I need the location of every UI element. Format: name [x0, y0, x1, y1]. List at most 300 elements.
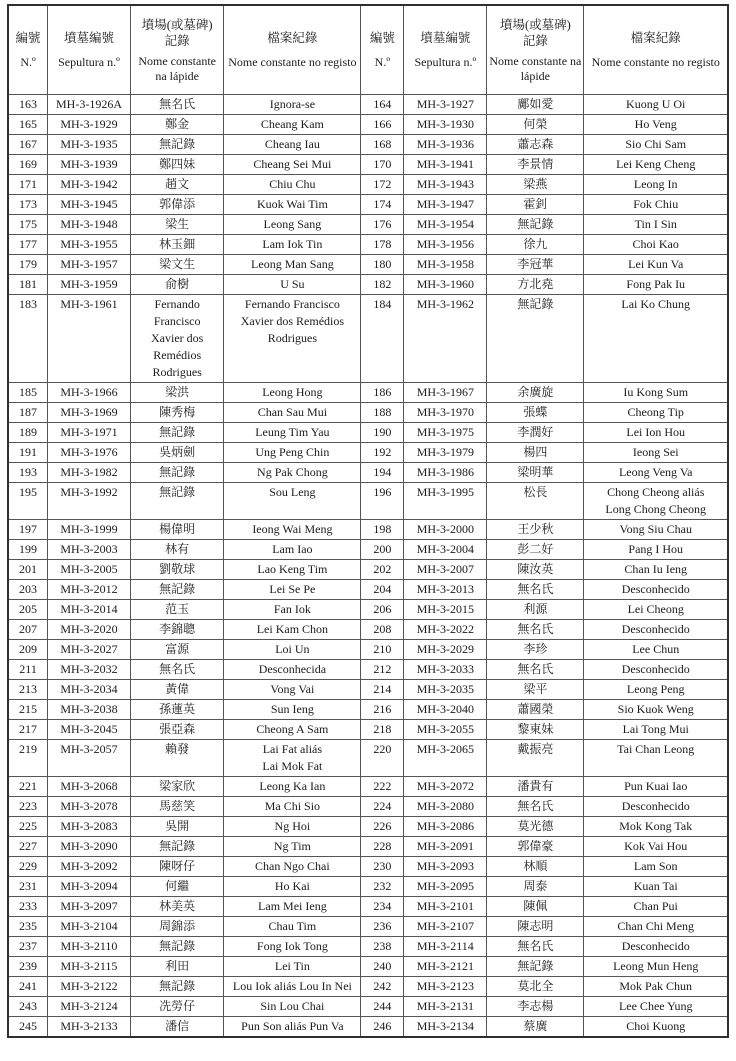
cell-name-on-lapide: 余廣旋 — [487, 383, 584, 403]
cell-name-on-lapide: 王少秋 — [487, 520, 584, 540]
cell-name-in-registo: Leong Sang — [224, 215, 361, 235]
cell-grave-number: MH-3-1948 — [48, 215, 131, 235]
table-row — [8, 977, 728, 997]
cell-name-on-lapide: 利田 — [130, 957, 224, 977]
cell-grave-number: MH-3-2013 — [404, 580, 487, 600]
cell-grave-number: MH-3-1929 — [48, 115, 131, 135]
table-row — [8, 235, 728, 255]
cell-number: 187 — [8, 403, 48, 423]
cell-name-in-registo: Sin Lou Chai — [224, 997, 361, 1017]
cell-name-in-registo: Lam Iok Tin — [224, 235, 361, 255]
cell-grave-number: MH-3-2083 — [48, 817, 131, 837]
cell-grave-number: MH-3-1961 — [48, 295, 131, 383]
cell-name-on-lapide: 張亞森 — [130, 720, 224, 740]
table-row — [8, 560, 728, 580]
cell-number: 213 — [8, 680, 48, 700]
cell-grave-number: MH-3-2091 — [404, 837, 487, 857]
cell-grave-number: MH-3-2078 — [48, 797, 131, 817]
cell-name-in-registo: Desconhecida — [224, 660, 361, 680]
cell-grave-number: MH-3-2072 — [404, 777, 487, 797]
cell-grave-number: MH-3-2104 — [48, 917, 131, 937]
cell-name-in-registo: Fan Iok — [224, 600, 361, 620]
cell-name-on-lapide: 周泰 — [487, 877, 584, 897]
cell-name-in-registo: Cheong Tip — [584, 403, 728, 423]
table-row — [8, 600, 728, 620]
cell-name-on-lapide: 無記錄 — [130, 580, 224, 600]
table-row — [8, 620, 728, 640]
cell-grave-number: MH-3-1992 — [48, 483, 131, 520]
cell-name-on-lapide: 利源 — [487, 600, 584, 620]
cell-number: 229 — [8, 857, 48, 877]
cell-number: 206 — [361, 600, 404, 620]
table-row — [8, 115, 728, 135]
cell-number: 240 — [361, 957, 404, 977]
cell-name-in-registo: Lee Chee Yung — [584, 997, 728, 1017]
table-row — [8, 937, 728, 957]
cell-number: 189 — [8, 423, 48, 443]
cell-grave-number: MH-3-1947 — [404, 195, 487, 215]
cell-name-on-lapide: Fernando Francisco Xavier dos Remédios Rodrigues — [130, 295, 224, 383]
cell-grave-number: MH-3-1927 — [404, 95, 487, 115]
cell-grave-number: MH-3-2122 — [48, 977, 131, 997]
cell-grave-number: MH-3-2004 — [404, 540, 487, 560]
cell-number: 226 — [361, 817, 404, 837]
cell-name-in-registo: Lai Ko Chung — [584, 295, 728, 383]
cell-name-on-lapide: 李景情 — [487, 155, 584, 175]
cell-name-on-lapide: 梁燕 — [487, 175, 584, 195]
cell-name-in-registo: Chan Iu Ieng — [584, 560, 728, 580]
cell-name-on-lapide: 劉敬球 — [130, 560, 224, 580]
cell-name-in-registo: Sou Leng — [224, 483, 361, 520]
cell-name-in-registo: Ng Pak Chong — [224, 463, 361, 483]
cell-name-in-registo: Lai Fat aliás Lai Mok Fat — [224, 740, 361, 777]
cell-grave-number: MH-3-2090 — [48, 837, 131, 857]
table-row — [8, 383, 728, 403]
cell-name-in-registo: Sio Chi Sam — [584, 135, 728, 155]
table-row — [8, 520, 728, 540]
cell-number: 167 — [8, 135, 48, 155]
cell-number: 210 — [361, 640, 404, 660]
cell-grave-number: MH-3-1957 — [48, 255, 131, 275]
table-row — [8, 195, 728, 215]
records-table-body — [8, 95, 728, 1038]
cell-grave-number: MH-3-1970 — [404, 403, 487, 423]
col-header-lapide-left — [130, 5, 224, 95]
cell-name-on-lapide: 李潤好 — [487, 423, 584, 443]
cell-grave-number: MH-3-2040 — [404, 700, 487, 720]
cell-name-in-registo: Ho Veng — [584, 115, 728, 135]
col-header-lapide-right — [487, 5, 584, 95]
header-lapide-pt: Nome constante na lápide — [489, 53, 582, 83]
table-row — [8, 423, 728, 443]
cell-grave-number: MH-3-1939 — [48, 155, 131, 175]
cell-name-in-registo: Chong Cheong aliás Long Chong Cheong — [584, 483, 728, 520]
table-row — [8, 443, 728, 463]
cell-name-on-lapide: 無名氏 — [487, 580, 584, 600]
cell-name-in-registo: Fong Iok Tong — [224, 937, 361, 957]
cell-number: 201 — [8, 560, 48, 580]
cell-number: 168 — [361, 135, 404, 155]
cell-grave-number: MH-3-2097 — [48, 897, 131, 917]
cell-name-on-lapide: 無名氏 — [487, 937, 584, 957]
cell-name-on-lapide: 張蝶 — [487, 403, 584, 423]
cell-name-on-lapide: 無名氏 — [487, 660, 584, 680]
cell-number: 235 — [8, 917, 48, 937]
cell-name-on-lapide: 無記錄 — [130, 423, 224, 443]
cell-number: 195 — [8, 483, 48, 520]
cell-name-on-lapide: 林玉鈿 — [130, 235, 224, 255]
cell-number: 171 — [8, 175, 48, 195]
cell-name-on-lapide: 何繼 — [130, 877, 224, 897]
cell-name-on-lapide: 郭偉添 — [130, 195, 224, 215]
cell-number: 220 — [361, 740, 404, 777]
cell-name-in-registo: Kok Vai Hou — [584, 837, 728, 857]
cell-name-on-lapide: 梁洪 — [130, 383, 224, 403]
table-row — [8, 700, 728, 720]
cell-grave-number: MH-3-2124 — [48, 997, 131, 1017]
grave-records-table — [7, 4, 729, 1038]
cell-name-in-registo: Pang I Hou — [584, 540, 728, 560]
cell-grave-number: MH-3-1976 — [48, 443, 131, 463]
cell-grave-number: MH-3-2015 — [404, 600, 487, 620]
cell-grave-number: MH-3-1942 — [48, 175, 131, 195]
cell-name-on-lapide: 楊四 — [487, 443, 584, 463]
cell-name-on-lapide: 潘信 — [130, 1017, 224, 1038]
table-row — [8, 483, 728, 520]
cell-number: 188 — [361, 403, 404, 423]
header-row — [8, 5, 728, 95]
cell-grave-number: MH-3-1967 — [404, 383, 487, 403]
header-number-zh: 編號 — [369, 31, 395, 45]
cell-name-in-registo: Pun Kuai Iao — [584, 777, 728, 797]
cell-number: 197 — [8, 520, 48, 540]
cell-name-in-registo: Lao Keng Tim — [224, 560, 361, 580]
cell-name-on-lapide: 梁生 — [130, 215, 224, 235]
cell-number: 202 — [361, 560, 404, 580]
col-header-number-left — [8, 5, 48, 95]
cell-number: 179 — [8, 255, 48, 275]
cell-name-on-lapide: 李珍 — [487, 640, 584, 660]
cell-name-in-registo: Ho Kai — [224, 877, 361, 897]
cell-number: 209 — [8, 640, 48, 660]
cell-name-on-lapide: 周錦添 — [130, 917, 224, 937]
cell-number: 216 — [361, 700, 404, 720]
cell-name-in-registo: Lei Kam Chon — [224, 620, 361, 640]
cell-name-on-lapide: 孫蓮英 — [130, 700, 224, 720]
cell-number: 177 — [8, 235, 48, 255]
cell-grave-number: MH-3-1955 — [48, 235, 131, 255]
table-row — [8, 997, 728, 1017]
cell-name-on-lapide: 梁文生 — [130, 255, 224, 275]
cell-name-on-lapide: 范玉 — [130, 600, 224, 620]
cell-grave-number: MH-3-2123 — [404, 977, 487, 997]
cell-name-in-registo: Desconhecido — [584, 580, 728, 600]
cell-name-on-lapide: 陳秀梅 — [130, 403, 224, 423]
cell-grave-number: MH-3-2086 — [404, 817, 487, 837]
cell-name-on-lapide: 蔡廣 — [487, 1017, 584, 1038]
cell-number: 215 — [8, 700, 48, 720]
table-row — [8, 957, 728, 977]
cell-name-in-registo: Leong Mun Heng — [584, 957, 728, 977]
cell-name-in-registo: Sio Kuok Weng — [584, 700, 728, 720]
cell-grave-number: MH-3-2107 — [404, 917, 487, 937]
cell-name-in-registo: Pun Son aliás Pun Va — [224, 1017, 361, 1038]
table-row — [8, 215, 728, 235]
cell-number: 175 — [8, 215, 48, 235]
cell-grave-number: MH-3-1962 — [404, 295, 487, 383]
table-row — [8, 720, 728, 740]
cell-grave-number: MH-3-1936 — [404, 135, 487, 155]
cell-grave-number: MH-3-2007 — [404, 560, 487, 580]
table-row — [8, 897, 728, 917]
cell-number: 185 — [8, 383, 48, 403]
cell-name-in-registo: Ieong Wai Meng — [224, 520, 361, 540]
cell-name-on-lapide: 冼勞仔 — [130, 997, 224, 1017]
cell-name-in-registo: Leong Ka Ian — [224, 777, 361, 797]
cell-number: 164 — [361, 95, 404, 115]
cell-grave-number: MH-3-1930 — [404, 115, 487, 135]
cell-number: 172 — [361, 175, 404, 195]
cell-name-in-registo: Lou Iok aliás Lou In Nei — [224, 977, 361, 997]
cell-name-on-lapide: 無記錄 — [487, 957, 584, 977]
cell-grave-number: MH-3-1999 — [48, 520, 131, 540]
cell-name-on-lapide: 莫北全 — [487, 977, 584, 997]
cell-number: 176 — [361, 215, 404, 235]
cell-number: 173 — [8, 195, 48, 215]
cell-name-on-lapide: 黎東妹 — [487, 720, 584, 740]
table-row — [8, 797, 728, 817]
cell-name-in-registo: Lai Tong Mui — [584, 720, 728, 740]
cell-number: 200 — [361, 540, 404, 560]
cell-number: 221 — [8, 777, 48, 797]
cell-grave-number: MH-3-2131 — [404, 997, 487, 1017]
cell-number: 194 — [361, 463, 404, 483]
cell-name-on-lapide: 俞樹 — [130, 275, 224, 295]
cell-grave-number: MH-3-1971 — [48, 423, 131, 443]
cell-name-in-registo: Kuan Tai — [584, 877, 728, 897]
cell-name-in-registo: Loi Un — [224, 640, 361, 660]
cell-grave-number: MH-3-2003 — [48, 540, 131, 560]
table-row — [8, 580, 728, 600]
cell-name-in-registo: Desconhecido — [584, 620, 728, 640]
cell-name-on-lapide: 陳呀仔 — [130, 857, 224, 877]
header-lapide-pt: Nome constante na lápide — [138, 53, 217, 83]
cell-name-on-lapide: 鄭四妹 — [130, 155, 224, 175]
col-header-grave-left — [48, 5, 131, 95]
cell-number: 245 — [8, 1017, 48, 1038]
cell-grave-number: MH-3-2033 — [404, 660, 487, 680]
cell-name-on-lapide: 無記錄 — [130, 937, 224, 957]
cell-name-in-registo: Chan Ngo Chai — [224, 857, 361, 877]
cell-name-on-lapide: 李冠華 — [487, 255, 584, 275]
cell-name-in-registo: Cheang Sei Mui — [224, 155, 361, 175]
cell-grave-number: MH-3-2134 — [404, 1017, 487, 1038]
cell-number: 165 — [8, 115, 48, 135]
table-row — [8, 255, 728, 275]
cell-name-in-registo: Lei Kun Va — [584, 255, 728, 275]
cell-grave-number: MH-3-1982 — [48, 463, 131, 483]
cell-number: 207 — [8, 620, 48, 640]
cell-name-on-lapide: 陳佩 — [487, 897, 584, 917]
cell-grave-number: MH-3-1959 — [48, 275, 131, 295]
cell-name-in-registo: Cheang Kam — [224, 115, 361, 135]
header-registo-zh: 檔案紀錄 — [630, 31, 681, 45]
cell-grave-number: MH-3-1975 — [404, 423, 487, 443]
cell-number: 225 — [8, 817, 48, 837]
cell-number: 236 — [361, 917, 404, 937]
cell-name-in-registo: Choi Kao — [584, 235, 728, 255]
header-grave-zh: 墳墓編號 — [420, 31, 471, 45]
cell-number: 198 — [361, 520, 404, 540]
cell-number: 222 — [361, 777, 404, 797]
cell-name-on-lapide: 松長 — [487, 483, 584, 520]
cell-name-in-registo: Mok Kong Tak — [584, 817, 728, 837]
cell-name-in-registo: Leung Tim Yau — [224, 423, 361, 443]
cell-grave-number: MH-3-2000 — [404, 520, 487, 540]
cell-name-in-registo: Chan Chi Meng — [584, 917, 728, 937]
cell-name-on-lapide: 富源 — [130, 640, 224, 660]
cell-name-in-registo: Chiu Chu — [224, 175, 361, 195]
cell-grave-number: MH-3-2032 — [48, 660, 131, 680]
table-row — [8, 917, 728, 937]
cell-name-in-registo: Desconhecido — [584, 937, 728, 957]
cell-grave-number: MH-3-2034 — [48, 680, 131, 700]
table-row — [8, 680, 728, 700]
table-row — [8, 275, 728, 295]
cell-grave-number: MH-3-2065 — [404, 740, 487, 777]
cell-name-on-lapide: 蕭國榮 — [487, 700, 584, 720]
cell-name-on-lapide: 無記錄 — [487, 295, 584, 383]
cell-grave-number: MH-3-2080 — [404, 797, 487, 817]
cell-name-in-registo: Leong Man Sang — [224, 255, 361, 275]
cell-name-in-registo: Vong Siu Chau — [584, 520, 728, 540]
cell-number: 239 — [8, 957, 48, 977]
cell-grave-number: MH-3-1956 — [404, 235, 487, 255]
cell-grave-number: MH-3-1995 — [404, 483, 487, 520]
cell-grave-number: MH-3-1958 — [404, 255, 487, 275]
cell-number: 212 — [361, 660, 404, 680]
table-row — [8, 837, 728, 857]
cell-name-on-lapide: 李志楊 — [487, 997, 584, 1017]
cell-number: 174 — [361, 195, 404, 215]
cell-name-on-lapide: 無記錄 — [130, 135, 224, 155]
cell-name-on-lapide: 馬慈笑 — [130, 797, 224, 817]
cell-number: 208 — [361, 620, 404, 640]
cell-number: 233 — [8, 897, 48, 917]
cell-grave-number: MH-3-1926A — [48, 95, 131, 115]
cell-number: 231 — [8, 877, 48, 897]
cell-name-on-lapide: 林美英 — [130, 897, 224, 917]
header-number-pt: N.º — [20, 55, 36, 69]
cell-number: 166 — [361, 115, 404, 135]
cell-number: 203 — [8, 580, 48, 600]
cell-grave-number: MH-3-2035 — [404, 680, 487, 700]
cell-name-on-lapide: 梁明華 — [487, 463, 584, 483]
cell-name-in-registo: Fernando Francisco Xavier dos Remédios Rodrigues — [224, 295, 361, 383]
cell-number: 182 — [361, 275, 404, 295]
cell-name-on-lapide: 趙文 — [130, 175, 224, 195]
cell-number: 230 — [361, 857, 404, 877]
cell-name-in-registo: Ma Chi Sio — [224, 797, 361, 817]
cell-name-in-registo: Tin I Sin — [584, 215, 728, 235]
cell-name-in-registo: Ng Tim — [224, 837, 361, 857]
cell-name-in-registo: Lee Chun — [584, 640, 728, 660]
cell-grave-number: MH-3-2027 — [48, 640, 131, 660]
cell-grave-number: MH-3-1941 — [404, 155, 487, 175]
cell-number: 184 — [361, 295, 404, 383]
cell-number: 224 — [361, 797, 404, 817]
cell-grave-number: MH-3-2012 — [48, 580, 131, 600]
cell-name-on-lapide: 無記錄 — [130, 463, 224, 483]
cell-grave-number: MH-3-2115 — [48, 957, 131, 977]
cell-name-in-registo: Fong Pak Iu — [584, 275, 728, 295]
table-row — [8, 660, 728, 680]
cell-name-on-lapide: 鄭金 — [130, 115, 224, 135]
cell-grave-number: MH-3-2110 — [48, 937, 131, 957]
cell-name-on-lapide: 潘貴有 — [487, 777, 584, 797]
cell-name-on-lapide: 無記錄 — [130, 837, 224, 857]
cell-number: 183 — [8, 295, 48, 383]
table-row — [8, 740, 728, 777]
table-row — [8, 463, 728, 483]
cell-grave-number: MH-3-2133 — [48, 1017, 131, 1038]
cell-name-in-registo: Ng Hoi — [224, 817, 361, 837]
table-row — [8, 175, 728, 195]
cell-name-in-registo: Lam Son — [584, 857, 728, 877]
cell-name-on-lapide: 林順 — [487, 857, 584, 877]
cell-number: 192 — [361, 443, 404, 463]
cell-name-in-registo: Vong Vai — [224, 680, 361, 700]
cell-number: 242 — [361, 977, 404, 997]
header-grave-pt: Sepultura n.º — [58, 55, 120, 69]
cell-grave-number: MH-3-2055 — [404, 720, 487, 740]
cell-name-in-registo: Lei Cheong — [584, 600, 728, 620]
header-lapide-zh: 墳場(或墓碑) 記錄 — [141, 17, 213, 48]
cell-number: 170 — [361, 155, 404, 175]
cell-name-in-registo: Leong Hong — [224, 383, 361, 403]
cell-number: 228 — [361, 837, 404, 857]
cell-name-in-registo: Desconhecido — [584, 660, 728, 680]
cell-number: 186 — [361, 383, 404, 403]
cell-grave-number: MH-3-1945 — [48, 195, 131, 215]
cell-name-in-registo: Leong Peng — [584, 680, 728, 700]
cell-name-in-registo: Cheong A Sam — [224, 720, 361, 740]
cell-grave-number: MH-3-2045 — [48, 720, 131, 740]
table-row — [8, 155, 728, 175]
cell-name-on-lapide: 無名氏 — [130, 95, 224, 115]
cell-number: 163 — [8, 95, 48, 115]
cell-name-on-lapide: 無名氏 — [487, 620, 584, 640]
cell-name-in-registo: Mok Pak Chun — [584, 977, 728, 997]
cell-name-on-lapide: 賴發 — [130, 740, 224, 777]
cell-number: 204 — [361, 580, 404, 600]
cell-number: 223 — [8, 797, 48, 817]
cell-name-on-lapide: 彭二好 — [487, 540, 584, 560]
cell-name-on-lapide: 鄺如愛 — [487, 95, 584, 115]
col-header-grave-right — [404, 5, 487, 95]
cell-number: 237 — [8, 937, 48, 957]
cell-grave-number: MH-3-2092 — [48, 857, 131, 877]
cell-grave-number: MH-3-2068 — [48, 777, 131, 797]
cell-name-in-registo: Sun Ieng — [224, 700, 361, 720]
table-row — [8, 817, 728, 837]
header-registo-zh: 檔案紀錄 — [267, 31, 318, 45]
cell-name-in-registo: Ignora-se — [224, 95, 361, 115]
cell-name-on-lapide: 戴振亮 — [487, 740, 584, 777]
cell-name-in-registo: Cheang Iau — [224, 135, 361, 155]
cell-name-on-lapide: 霍釗 — [487, 195, 584, 215]
cell-name-in-registo: Chan Pui — [584, 897, 728, 917]
